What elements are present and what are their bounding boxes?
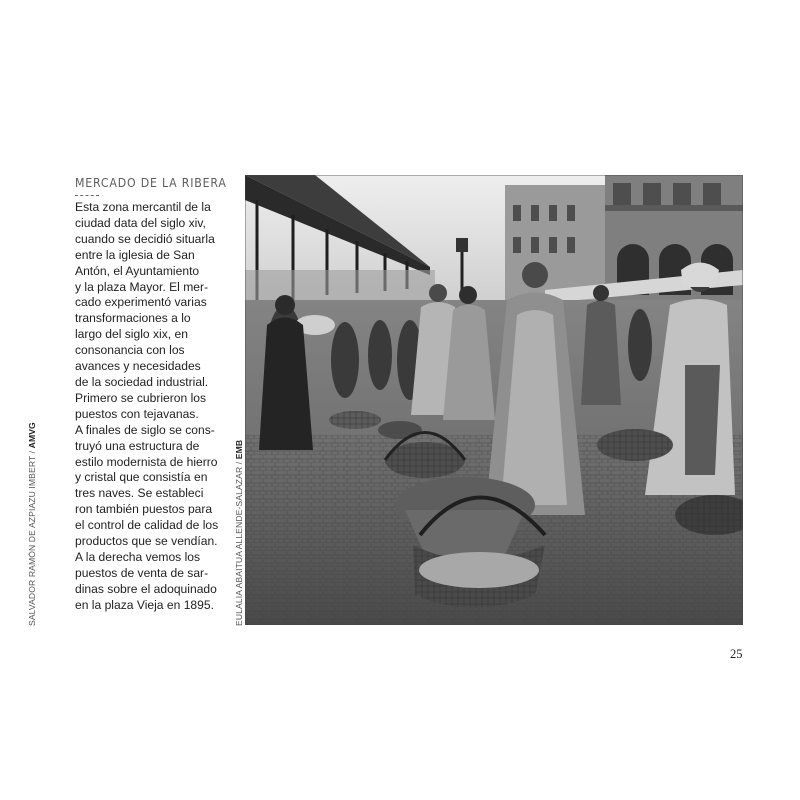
body-line: Primero se cubrieron los bbox=[75, 390, 207, 405]
section-body-text bbox=[75, 200, 245, 614]
body-line: ron también puestos para bbox=[75, 502, 213, 517]
body-line: dinas sobre el adoquinado bbox=[75, 581, 217, 596]
left-credit-author: SALVADOR RAMÓN DE AZPIAZU IMBERT bbox=[27, 455, 37, 626]
photo-credit-author: EULALIA ABAITUA ALLENDE-SALAZAR bbox=[234, 466, 244, 626]
body-line: Antón, el Ayuntamiento bbox=[75, 263, 200, 278]
left-credit-source: AMVG bbox=[27, 422, 37, 449]
left-credit-separator: / bbox=[27, 448, 37, 456]
body-line: ciudad data del siglo xiv, bbox=[75, 215, 206, 230]
page-number: 25 bbox=[730, 647, 743, 661]
body-line: tres naves. Se estableci bbox=[75, 486, 204, 501]
body-line: largo del siglo xix, en bbox=[75, 327, 188, 342]
body-line: entre la iglesia de San bbox=[75, 247, 195, 262]
body-line: en la plaza Vieja en 1895. bbox=[75, 597, 214, 612]
body-line: de la sociedad industrial. bbox=[75, 374, 209, 389]
photo-credit-source: EMB bbox=[234, 439, 244, 460]
body-line: A finales de siglo se cons- bbox=[75, 422, 215, 437]
body-line: consonancia con los bbox=[75, 343, 185, 358]
body-line: puestos de venta de sar- bbox=[75, 565, 209, 580]
body-line: productos que se vendían. bbox=[75, 534, 218, 549]
body-line: y la plaza Mayor. El mer- bbox=[75, 279, 209, 294]
body-line: y cristal que consistía en bbox=[75, 470, 208, 485]
body-line: estilo modernista de hierro bbox=[75, 454, 218, 469]
section-title: MERCADO DE LA RIBERA bbox=[75, 175, 227, 190]
body-line: cuando se decidió situarla bbox=[75, 231, 215, 246]
photo-credit bbox=[234, 440, 244, 626]
body-line: puestos con tejavanas. bbox=[75, 406, 199, 421]
market-photograph bbox=[245, 175, 743, 625]
photo-credit-separator: / bbox=[234, 459, 244, 467]
body-line: transformaciones a lo bbox=[75, 311, 191, 326]
body-line: cado experimentó varias bbox=[75, 295, 207, 310]
body-line: A la derecha vemos los bbox=[75, 549, 201, 564]
body-line: Esta zona mercantil de la bbox=[75, 200, 211, 214]
title-dashed-rule bbox=[75, 195, 99, 196]
body-line: el control de calidad de los bbox=[75, 518, 219, 533]
body-line: avances y necesidades bbox=[75, 359, 201, 374]
left-margin-photo-credit bbox=[27, 422, 37, 626]
body-line: truyó una estructura de bbox=[75, 438, 200, 453]
